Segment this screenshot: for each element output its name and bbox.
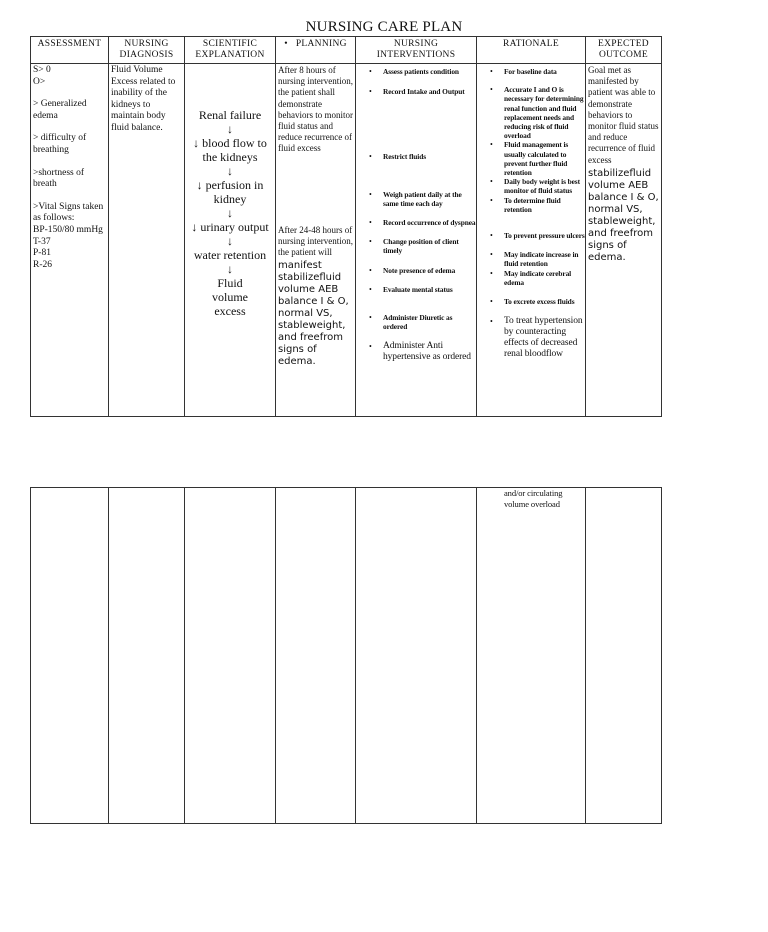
arrow-down-icon: ↓ (227, 262, 233, 276)
arrow-down-icon: ↓ (227, 122, 233, 136)
rationale-item: • Accurate I and O is necessary for determining renal function and fluid replacement needs and reducing risk of fluid overload (477, 85, 585, 140)
long-term-goal-a: After 24-48 hours of nursing intervention, the patient will (278, 224, 353, 258)
step-perfusion: ↓ perfusion in kidney (196, 178, 264, 206)
short-term-goal: After 8 hours of nursing intervention, the patient shall demonstrate behaviors to monitor fluid status and reduce recurrence of fluid excess (278, 65, 353, 154)
intervention-item: • Restrict fluids (356, 152, 476, 161)
outcome-cell (586, 64, 662, 417)
assessment-cell-continued (31, 488, 109, 824)
cue-edema: > Generalized edema (33, 99, 87, 121)
arrow-down-icon: ↓ (227, 206, 233, 220)
rationale-item: • To treat hypertension by counteracting effects of decreased renal bloodflow (477, 316, 585, 360)
step-water-retention: water retention (193, 248, 267, 262)
rationale-item: • To excrete excess fluids (477, 297, 585, 306)
cue-breathing: > difficulty of breathing (33, 133, 87, 155)
diagnosis-cell-continued (109, 488, 185, 824)
step-urinary-output: ↓ urinary output (191, 220, 269, 234)
intervention-item: • Record Intake and Output (356, 87, 476, 96)
cue-vitals: >Vital Signs taken as follows: (33, 201, 104, 224)
subjective-data: S> 0 (33, 65, 51, 75)
step-fluid-excess: Fluid volume excess (212, 276, 248, 318)
rationale-item: • To prevent pressure ulcers (477, 231, 585, 240)
explanation-cell (185, 64, 276, 417)
objective-data: O> (33, 76, 46, 87)
vital-temp: T-37 (33, 236, 51, 247)
outcome-cell-continued (586, 488, 662, 824)
arrow-down-icon: ↓ (227, 164, 233, 178)
care-plan-table-page-1 (30, 36, 662, 417)
intervention-item: • Administer Diuretic as ordered (356, 313, 476, 331)
care-plan-table-page-2 (30, 487, 662, 824)
diagnosis-cell (109, 64, 185, 417)
arrow-down-icon: ↓ (227, 234, 233, 248)
header-rationale: RATIONALE (477, 37, 586, 64)
step-blood-flow: ↓ blood flow to the kidneys (193, 136, 267, 164)
page-title: NURSING CARE PLAN (305, 19, 463, 35)
intervention-item: • Evaluate mental status (356, 285, 476, 294)
intervention-item: • Assess patients condition (356, 67, 476, 76)
interventions-cell (356, 64, 477, 417)
intervention-item: • Change position of client timely (356, 237, 476, 255)
content-row (31, 64, 662, 417)
header-planning: • PLANNING (276, 37, 356, 64)
outcome-evaluation-continued: stabilizefluid volume AEB balance I & O, normal VS, stableweight, and freefrom signs of edema. (588, 167, 659, 263)
rationale-item: • May indicate increase in fluid retention (477, 250, 585, 268)
continuation-row (31, 488, 662, 824)
header-interventions: NURSING INTERVENTIONS (356, 37, 477, 64)
header-explanation: SCIENTIFIC EXPLANATION (185, 37, 276, 64)
rationale-cell-continued (477, 488, 586, 824)
header-row (31, 37, 662, 64)
rationale-continued-text: and/or circulating volume overload (504, 488, 563, 509)
rationale-cell (477, 64, 586, 417)
explanation-cell-continued (185, 488, 276, 824)
nursing-diagnosis: Fluid Volume Excess related to inability of the kidneys to maintain body fluid balance. (111, 65, 176, 133)
assessment-cell (31, 64, 109, 417)
vital-resp: R-26 (33, 259, 52, 270)
planning-cell (276, 64, 356, 417)
planning-cell-continued (276, 488, 356, 824)
rationale-item: • May indicate cerebral edema (477, 269, 585, 287)
header-outcome: EXPECTED OUTCOME (586, 37, 662, 64)
intervention-item: • Note presence of edema (356, 266, 476, 275)
rationale-item: • To determine fluid retention (477, 196, 585, 214)
cue-sob: >shortness of breath (33, 167, 85, 190)
intervention-item: • Weigh patient daily at the same time each day (356, 190, 476, 208)
rationale-item: • For baseline data (477, 67, 585, 76)
long-term-goal-b: manifest stabilizefluid volume AEB balance I & O, normal VS, stableweight, and freefrom signs of edema. (278, 260, 349, 368)
header-assessment: ASSESSMENT (31, 37, 109, 64)
header-diagnosis: NURSING DIAGNOSIS (109, 37, 185, 64)
step-renal-failure: Renal failure (198, 108, 262, 122)
vital-bp: BP-150/80 mmHg (33, 224, 103, 235)
interventions-cell-continued (356, 488, 477, 824)
intervention-item: • Record occurrence of dyspnea (356, 218, 476, 227)
rationale-item: • Daily body weight is best monitor of fluid status (477, 177, 585, 195)
vital-pulse: P-81 (33, 248, 51, 259)
intervention-item: • Administer Anti hypertensive as ordered (356, 341, 476, 363)
rationale-item: • Fluid management is usually calculated to prevent further fluid retention (477, 140, 585, 177)
outcome-evaluation: Goal met as manifested by patient was able to demonstrate behaviors to monitor fluid status and reduce recurrence of fluid excess (588, 65, 659, 165)
